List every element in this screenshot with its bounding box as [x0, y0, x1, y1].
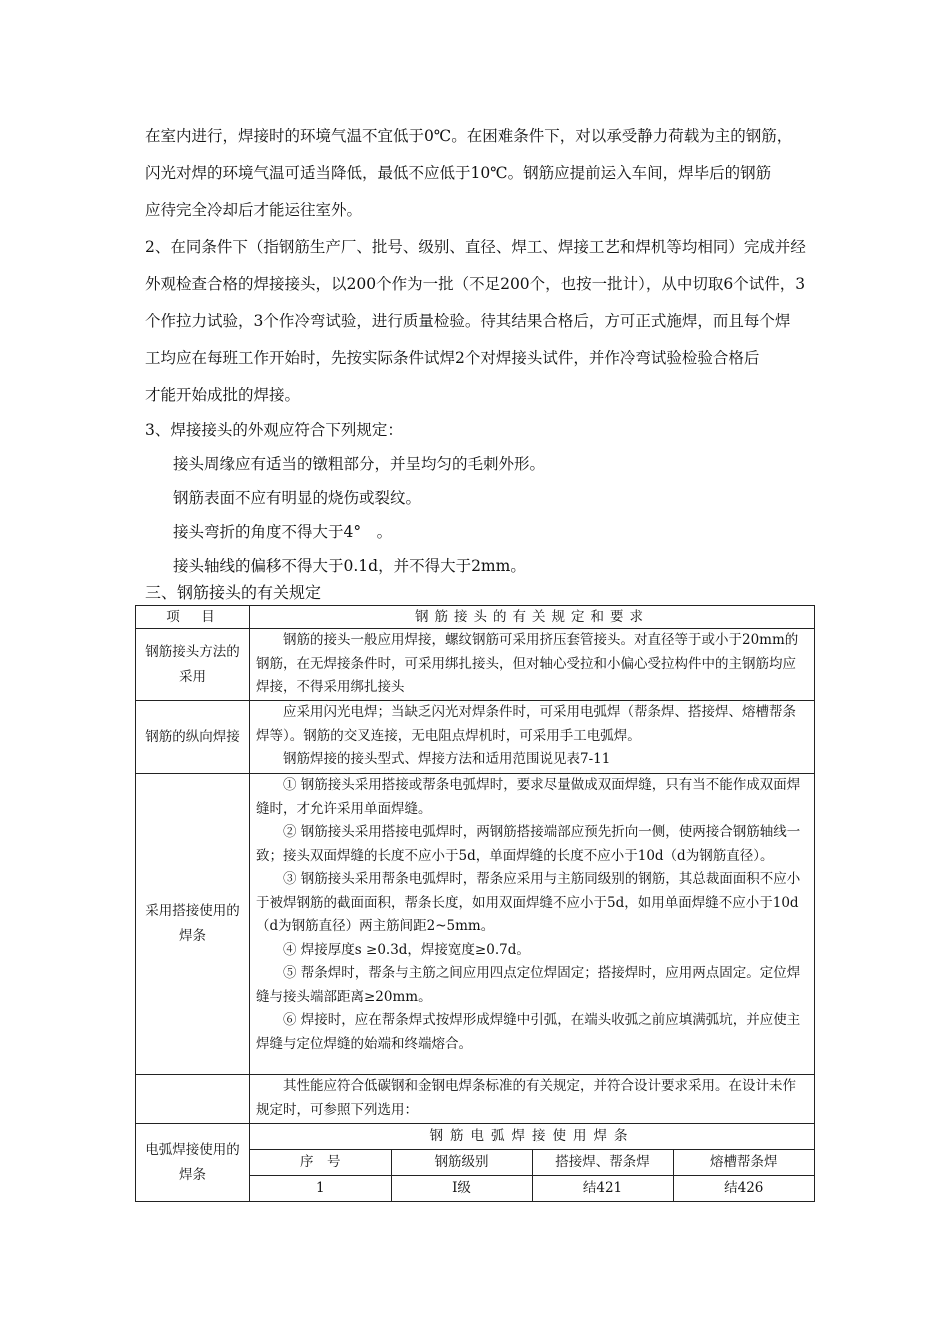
sub-header-cell: 钢筋级别: [391, 1150, 532, 1176]
header-requirements: 钢筋接头的有关规定和要求: [250, 606, 815, 629]
text-line: 工均应在每班工作开始时，先按实际条件试焊2个对焊接头试件，并作冷弯试验检验合格后: [145, 349, 760, 367]
row-text: ② 钢筋接头采用搭接电弧焊时，两钢筋搭接端部应预先折向一侧，使两接合钢筋轴线一致；接头双面焊缝的长度不应小于5d，单面焊缝的长度不应小于10d（d为钢筋直径）。: [256, 824, 801, 864]
paragraph-2: [145, 229, 835, 414]
row-text: 应采用闪光电焊；当缺乏闪光对焊条件时，可采用电弧焊（帮条焊、搭接焊、熔槽帮条焊等）。钢筋的交叉连接，无电阻点焊机时，可采用手工电弧焊。: [256, 704, 796, 744]
table-row: [136, 1124, 815, 1202]
sub-header-cell: 熔槽帮条焊: [673, 1150, 814, 1176]
paragraph-1: [145, 118, 835, 229]
sub-cell: 结426: [673, 1176, 814, 1202]
row-text: ④ 焊接厚度s ≥0.3d，焊接宽度≥0.7d。: [283, 941, 530, 958]
row-label: 采用搭接使用的焊条: [136, 774, 250, 1075]
text-line: 应待完全冷却后才能运往室外。: [145, 201, 363, 219]
electrode-table: [250, 1124, 814, 1201]
list-title: 3、焊接接头的外观应符合下列规定：: [145, 421, 403, 439]
table-row: [136, 629, 815, 701]
row-content: [250, 1075, 815, 1124]
row-text: ⑤ 帮条焊时，帮条与主筋之间应用四点定位焊固定；搭接焊时，应用两点固定。定位焊缝与接头端部距离≥20mm。: [256, 965, 801, 1005]
sub-table-cell: [250, 1124, 815, 1202]
table-row: [136, 701, 815, 774]
row-content: [250, 701, 815, 774]
text-line: 在室内进行，焊接时的环境气温不宜低于0℃。在困难条件下，对以承受静力荷载为主的钢筋，: [145, 127, 793, 145]
row-text: ① 钢筋接头采用搭接或帮条电弧焊时，要求尽量做成双面焊缝，只有当不能作成双面焊缝时，才允许采用单面焊缝。: [256, 777, 801, 817]
table-row: [136, 1075, 815, 1124]
row-text: 钢筋焊接的接头型式、焊接方法和适用范围说见表7-11: [283, 751, 611, 767]
sub-table-row: [250, 1176, 814, 1202]
sub-table-title: 钢筋电弧焊接使用焊条: [250, 1124, 814, 1150]
row-text: ⑥ 焊接时，应在帮条焊式按焊形成焊缝中引弧，在端头收弧之前应填满弧坑，并应使主焊缝与定位焊缝的始端和终端熔合。: [256, 1012, 801, 1052]
text-line: 才能开始成批的焊接。: [145, 386, 301, 404]
sub-cell: 结421: [532, 1176, 673, 1202]
table-row: [136, 774, 815, 1075]
rules-table: [135, 605, 815, 1202]
row-label: 钢筋的纵向焊接: [136, 701, 250, 774]
section-title: 三、钢筋接头的有关规定: [145, 583, 322, 602]
sub-cell: Ⅰ级: [391, 1176, 532, 1202]
text-line: 2、在同条件下（指钢筋生产厂、批号、级别、直径、焊工、焊接工艺和焊机等均相同）完成并经: [145, 238, 806, 256]
sub-header-cell: 序 号: [250, 1150, 391, 1176]
row-content: [250, 629, 815, 701]
row-label-empty: [136, 1075, 250, 1124]
row-text: 钢筋的接头一般应用焊接，螺纹钢筋可采用挤压套管接头。对直径等于或小于20mm的钢筋，在无焊接条件时，可采用绑扎接头，但对轴心受拉和小偏心受拉构件中的主钢筋均应焊接，不得采用绑扎接头: [256, 632, 799, 695]
row-label: 电弧焊接使用的焊条: [136, 1124, 250, 1202]
list-item: 接头周缘应有适当的镦粗部分，并呈均匀的毛刺外形。: [173, 455, 546, 473]
text-line: 闪光对焊的环境气温可适当降低，最低不应低于10℃。钢筋应提前运入车间，焊毕后的钢筋: [145, 164, 772, 182]
text-line: 外观检查合格的焊接接头，以200个作为一批（不足200个，也按一批计），从中切取6个试件，3: [145, 275, 806, 293]
sub-cell: 1: [250, 1176, 391, 1202]
list-item: 钢筋表面不应有明显的烧伤或裂纹。: [173, 489, 422, 507]
row-text: 其性能应符合低碳钢和金钢电焊条标准的有关规定，并符合设计要求采用。在设计未作规定时，可参照下列选用：: [256, 1078, 796, 1118]
sub-header-cell: 搭接焊、帮条焊: [532, 1150, 673, 1176]
row-label: 钢筋接头方法的采用: [136, 629, 250, 701]
list-item: 接头弯折的角度不得大于4° 。: [173, 523, 393, 541]
text-line: 个作拉力试验，3个作冷弯试验，进行质量检验。待其结果合格后，方可正式施焊，而且每个焊: [145, 312, 791, 330]
header-item: 项 目: [136, 606, 250, 629]
sub-table-header-row: [250, 1150, 814, 1176]
table-header-row: [136, 606, 815, 629]
list-item: 接头轴线的偏移不得大于0.1d，并不得大于2mm。: [173, 557, 526, 575]
row-text: ③ 钢筋接头采用帮条电弧焊时，帮条应采用与主筋同级别的钢筋，其总裁面面积不应小于被焊钢筋的截面面积，帮条长度，如用双面焊缝不应小于5d，如用单面焊缝不应小于10d（d为钢筋直径）两主筋间距2~5mm。: [256, 871, 801, 934]
row-content: [250, 774, 815, 1075]
paragraph-3: [145, 413, 835, 583]
